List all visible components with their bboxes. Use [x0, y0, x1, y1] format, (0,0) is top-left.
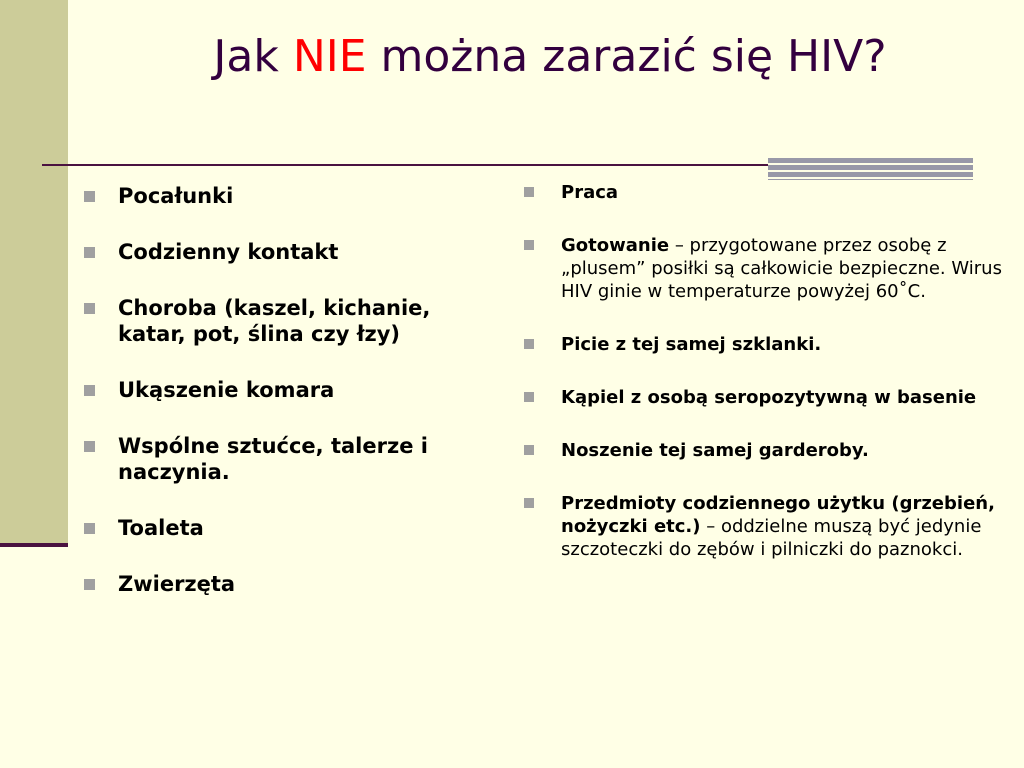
list-item-text: Toaleta — [118, 516, 204, 540]
square-bullet-icon — [84, 441, 95, 452]
list-item-text: – oddzielne muszą być jedynie szczoteczki do zębów i pilniczki do paznokci. — [561, 516, 982, 560]
square-bullet-icon — [524, 392, 534, 402]
left-bullet-list — [84, 183, 494, 627]
square-bullet-icon — [524, 498, 534, 508]
list-item — [524, 386, 1016, 409]
list-item-bold-text: Praca — [561, 182, 619, 203]
list-item — [84, 183, 494, 209]
list-item — [84, 433, 494, 485]
list-item — [524, 333, 1016, 356]
slide-title — [100, 30, 1000, 84]
square-bullet-icon — [84, 303, 95, 314]
list-item-text: – przygotowane przez osobę z „plusem” posiłki są całkowicie bezpieczne. Wirus HIV ginie w temperaturze powyżej 60˚C. — [561, 235, 1002, 302]
list-item-text: Codzienny kontakt — [118, 240, 339, 264]
title-divider-accent — [768, 158, 973, 180]
square-bullet-icon — [84, 191, 95, 202]
list-item — [524, 181, 1016, 204]
square-bullet-icon — [524, 445, 534, 455]
title-prefix: Jak — [213, 31, 293, 82]
list-item-bold-text: Przedmioty codziennego użytku (grzebień, nożyczki etc.) — [561, 493, 995, 537]
title-suffix: można zarazić się HIV? — [366, 31, 887, 82]
list-item — [524, 439, 1016, 462]
list-item-text: Pocałunki — [118, 184, 234, 208]
list-item — [84, 377, 494, 403]
list-item — [524, 492, 1016, 561]
list-item — [84, 239, 494, 265]
square-bullet-icon — [524, 187, 534, 197]
list-item-text: Choroba (kaszel, kichanie, katar, pot, ślina czy łzy) — [118, 296, 431, 346]
list-item-text: Zwierzęta — [118, 572, 236, 596]
square-bullet-icon — [84, 247, 95, 258]
list-item-text: Ukąszenie komara — [118, 378, 335, 402]
list-item-bold-text: Picie z tej samej szklanki. — [561, 334, 822, 355]
square-bullet-icon — [84, 385, 95, 396]
list-item — [84, 515, 494, 541]
square-bullet-icon — [84, 579, 95, 590]
list-item-bold-text: Gotowanie — [561, 235, 670, 256]
left-band-rule — [0, 543, 68, 547]
list-item — [84, 571, 494, 597]
list-item-bold-text: Noszenie tej samej garderoby. — [561, 440, 869, 461]
square-bullet-icon — [524, 240, 534, 250]
list-item — [84, 295, 494, 347]
list-item — [524, 234, 1016, 303]
list-item-text: Wspólne sztućce, talerze i naczynia. — [118, 434, 428, 484]
right-bullet-list — [524, 181, 1016, 591]
left-decorative-band — [0, 0, 68, 545]
square-bullet-icon — [84, 523, 95, 534]
list-item-bold-text: Kąpiel z osobą seropozytywną w basenie — [561, 387, 977, 408]
square-bullet-icon — [524, 339, 534, 349]
title-emphasis: NIE — [292, 31, 367, 82]
